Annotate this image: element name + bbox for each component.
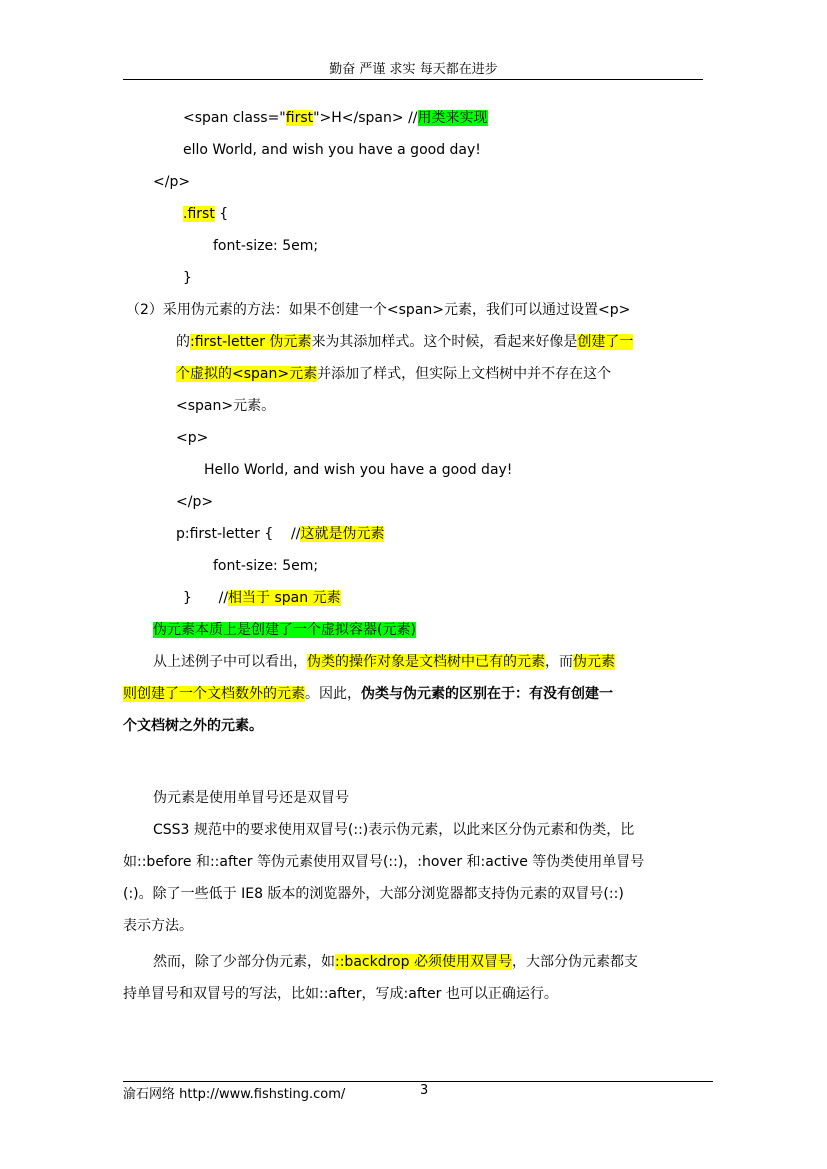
code-line: .first { [183,206,229,222]
highlight: .first [183,206,215,222]
text-line: (:)。除了一些低于 IE8 版本的浏览器外，大部分浏览器都支持伪元素的双冒号(::) [123,886,624,902]
section-title: 伪元素是使用单冒号还是双冒号 [153,790,349,806]
text-line: 然而，除了少部分伪元素，如::backdrop 必须使用双冒号，大部分伪元素都支 [153,954,638,970]
highlight: first [285,110,314,126]
code-line: } [183,270,192,286]
footer-rule [123,1081,713,1082]
header-rule [123,79,703,80]
text-line: （2）采用伪元素的方法：如果不创建一个<span>元素，我们可以通过设置<p> [126,302,631,318]
code-line: Hello World, and wish you have a good day! [204,462,513,478]
highlight: 个虚拟的<span>元素 [176,366,318,382]
highlight: 相当于 span 元素 [228,590,341,606]
text-line: 个虚拟的<span>元素并添加了样式，但实际上文档树中并不存在这个 [176,366,612,382]
highlight: :first-letter 伪元素 [190,334,312,350]
text-line: <span>元素。 [176,398,276,414]
code-line: <span class="first">H</span> //用类来实现 [183,110,488,126]
highlight: 伪类的操作对象是文档树中已有的元素 [307,654,545,670]
code-line: p:first-letter { //这就是伪元素 [176,526,385,542]
note-line [153,620,416,640]
code-line: <p> [176,430,209,446]
highlight: 这就是伪元素 [300,526,385,542]
text-line: 如::before 和::after 等伪元素使用双冒号(::)，:hover 和:active 等伪类使用单冒号 [123,854,645,870]
highlight: 伪元素本质上是创建了一个虚拟容器(元素) [153,622,416,638]
code-line: </p> [176,494,214,510]
code-line: ello World, and wish you have a good day! [183,142,481,158]
text-line: 个文档树之外的元素。 [123,718,263,734]
page-number: 3 [420,1083,429,1098]
highlight: 伪元素 [573,654,615,670]
page-header [0,58,827,77]
text-line: 的:first-letter 伪元素来为其添加样式。这个时候，看起来好像是创建了一 [176,334,634,350]
code-line: font-size: 5em; [213,238,319,254]
text-line: 则创建了一个文档数外的元素。因此，伪类与伪元素的区别在于：有没有创建一 [123,686,613,702]
header-motto: 勤奋 严谨 求实 每天都在进步 [329,62,498,77]
code-line: </p> [153,174,191,190]
highlight: 用类来实现 [417,110,488,126]
highlight: 创建了一 [577,334,634,350]
highlight: 则创建了一个文档数外的元素 [123,686,305,702]
text-line: 从上述例子中可以看出，伪类的操作对象是文档树中已有的元素，而伪元素 [153,654,615,670]
highlight: ::backdrop 必须使用双冒号 [335,954,512,970]
code-line: } //相当于 span 元素 [183,590,341,606]
text-line: 表示方法。 [123,918,193,934]
text-line: 持单冒号和双冒号的写法，比如::after，写成:after 也可以正确运行。 [123,986,558,1002]
footer-site: 渝石网络 http://www.fishsting.com/ [123,1087,346,1102]
code-line: font-size: 5em; [213,558,319,574]
text-line: CSS3 规范中的要求使用双冒号(::)表示伪元素，以此来区分伪元素和伪类，比 [153,822,635,838]
